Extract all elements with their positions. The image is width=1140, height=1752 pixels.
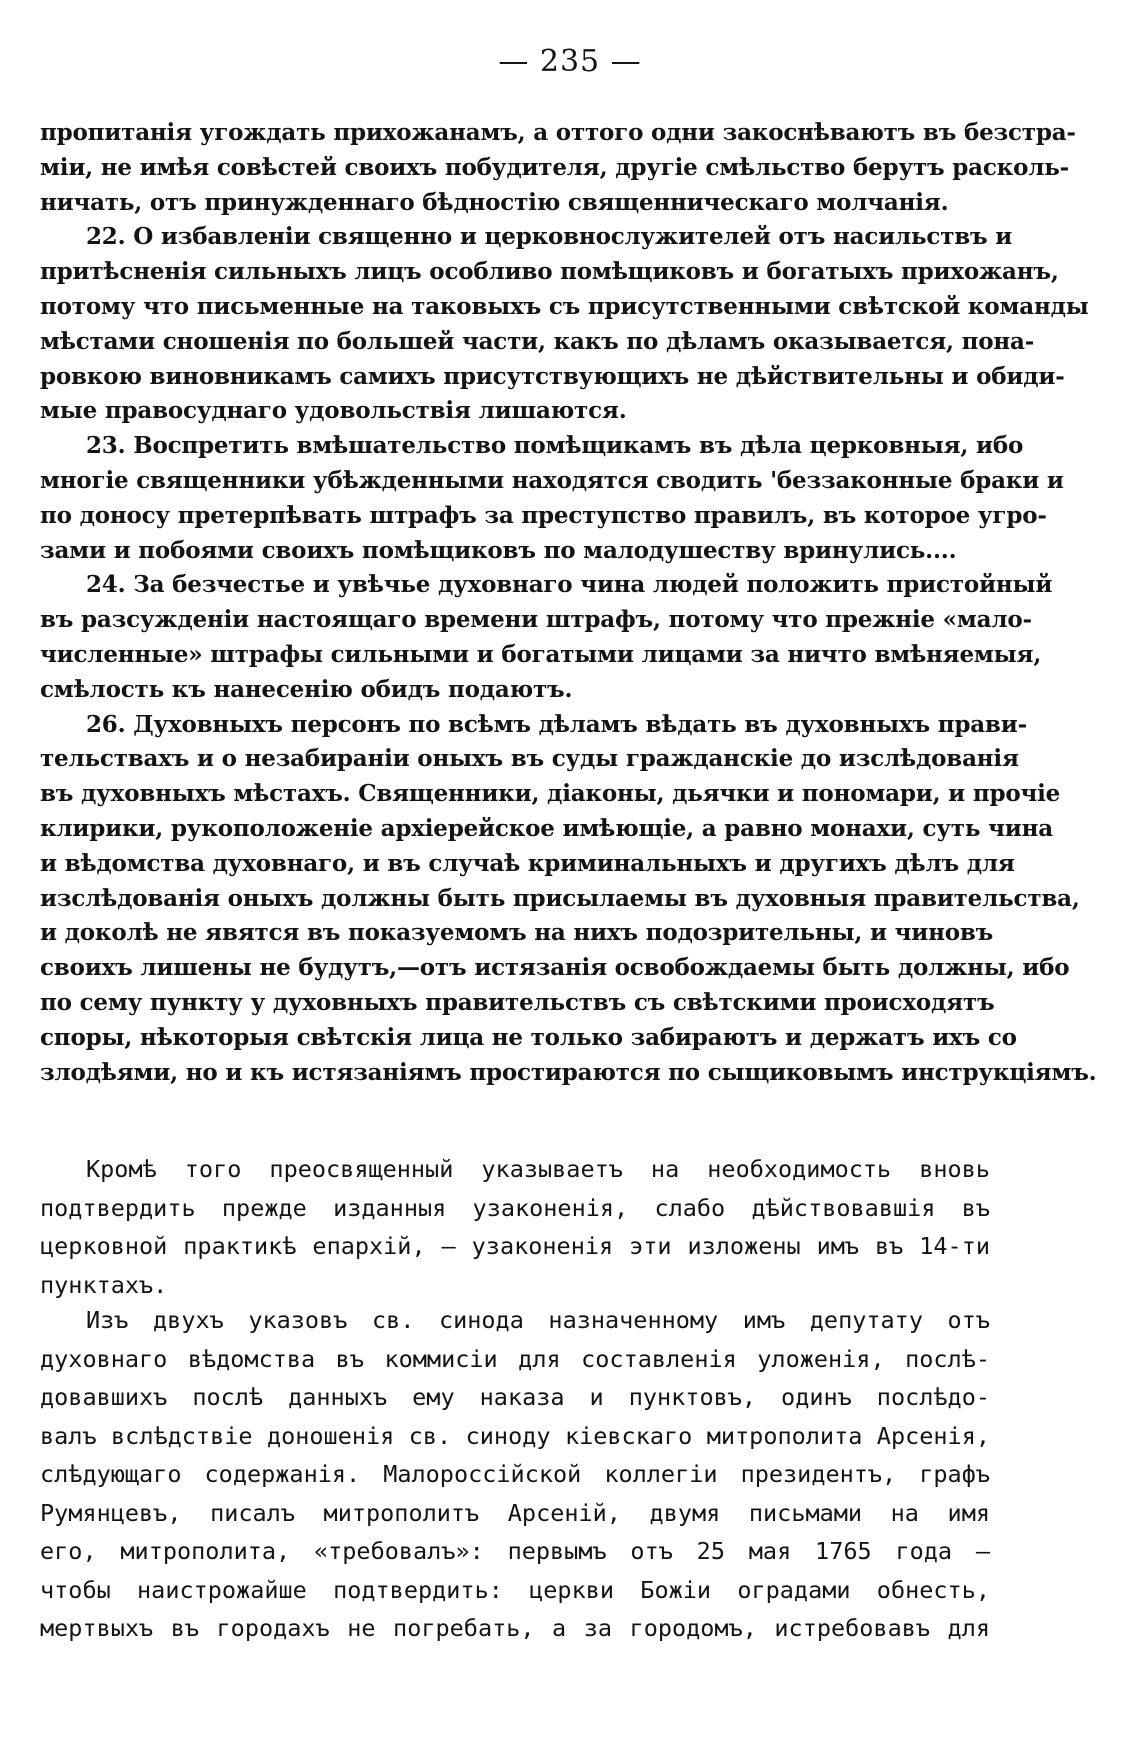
text-line: слѣдующаго содержанія. Малороссійской коллегіи президентъ, графъ	[40, 1460, 990, 1488]
text-line: и вѣдомства духовнаго, и въ случаѣ криминальныхъ и другихъ дѣлъ для	[40, 849, 1015, 877]
text-line: 24. За безчестье и увѣчье духовнаго чина людей положить пристойный	[86, 571, 1053, 599]
text-line: притѣсненія сильныхъ лицъ особливо помѣщиковъ и богатыхъ прихожанъ,	[40, 258, 1059, 286]
text-line: духовнаго вѣдомства въ коммисіи для составленія уложенія, послѣ-	[40, 1344, 990, 1373]
paragraph-kromye-togo	[40, 1150, 990, 1304]
text-line: мые правосуднаго удовольствія лишаются.	[40, 397, 627, 425]
text-line: потому что письменные на таковыхъ съ присутственными свѣтской команды	[40, 292, 1089, 320]
text-line: Румянцевъ, писалъ митрополитъ Арсеній, двумя письмами на имя	[40, 1498, 990, 1527]
text-line: и доколѣ не явятся въ показуемомъ на нихъ подозрительны, и чиновъ	[40, 919, 994, 947]
text-line: злодѣями, но и къ истязаніямъ простираются по сыщиковымъ инструкціямъ.	[40, 1058, 1097, 1086]
text-line: довавшихъ послѣ данныхъ ему наказа и пунктовъ, одинъ послѣдо-	[40, 1383, 990, 1411]
text-line: ровкою виновникамъ самихъ присутствующихъ не дѣйствительны и обиди-	[40, 362, 1065, 390]
text-line: 23. Воспретить вмѣшательство помѣщикамъ въ дѣла церковныя, ибо	[86, 432, 1024, 460]
text-line: численные» штрафы сильными и богатыми лицами за ничто вмѣняемыя,	[40, 640, 1042, 668]
text-line: пропитанія угождать прихожанамъ, а оттого одни закоснѣваютъ въ безстра-	[40, 119, 1076, 146]
text-line: клирики, рукоположеніе архіерейское имѣющіе, а равно монахи, суть чина	[40, 814, 1053, 842]
text-line: ничать, отъ принужденнаго бѣдностію священническаго молчанія.	[40, 188, 949, 216]
text-line: по доносу претерпѣвать штрафъ за преступство правилъ, въ которое угро-	[40, 501, 1047, 529]
text-line: многіе священники убѣжденными находятся сводить 'беззаконные браки и	[40, 466, 1064, 494]
text-line: своихъ лишены не будутъ,—отъ истязанія освобождаемы быть должны, ибо	[40, 954, 1070, 982]
text-line: изслѣдованія оныхъ должны быть присылаемы въ духовныя правительства,	[40, 884, 1080, 912]
text-line: въ разсужденіи настоящаго времени штрафъ, потому что прежніе «мало-	[40, 606, 1032, 634]
text-line: Кромѣ того преосвященный указываетъ на необходимость вновь	[86, 1155, 990, 1183]
text-line: 26. Духовныхъ персонъ по всѣмъ дѣламъ вѣдать въ духовныхъ прави-	[86, 710, 1027, 738]
text-line: чтобы наистрожайше подтвердить: церкви Божіи оградами обнесть,	[40, 1575, 990, 1604]
text-line: споры, нѣкоторыя свѣтскія лица не только забираютъ и держатъ ихъ со	[40, 1023, 1017, 1051]
page-number: — 235 —	[498, 44, 642, 79]
text-line: валъ вслѣдствіе доношенія св. синоду кіевскаго митрополита Арсенія,	[40, 1421, 990, 1450]
text-line: пунктахъ.	[40, 1270, 168, 1299]
text-line: по сему пункту у духовныхъ правительствъ съ свѣтскими происходятъ	[40, 988, 995, 1016]
text-line: мертвыхъ въ городахъ не погребать, а за городомъ, истребовавъ для	[40, 1614, 990, 1642]
text-line: смѣлость къ нанесенію обидъ подаютъ.	[40, 675, 573, 703]
text-line: Изъ двухъ указовъ св. синода назначенному имъ депутату отъ	[86, 1306, 990, 1334]
text-line: міи, не имѣя совѣстей своихъ побудителя, другіе смѣльство берутъ расколь-	[40, 153, 1069, 181]
paragraph-iz-dvukh-ukazov	[40, 1301, 990, 1648]
text-line: подтвердить прежде изданныя узаконенія, слабо дѣйствовавшія въ	[40, 1193, 990, 1222]
text-line: мѣстами сношенія по большей части, какъ по дѣламъ оказывается, пона-	[40, 327, 1035, 355]
text-line: 22. О избавленіи священно и церковнослужителей отъ насильствъ и	[86, 223, 1013, 251]
text-line: тельствахъ и о незабираніи оныхъ въ суды гражданскіе до изслѣдованія	[40, 745, 1019, 773]
text-line: въ духовныхъ мѣстахъ. Священники, діаконы, дьячки и пономари, и прочіе	[40, 780, 1061, 808]
text-line: церковной практикѣ епархій, – узаконенія эти изложены имъ въ 14-ти	[40, 1232, 990, 1260]
text-line: зами и побоями своихъ помѣщиковъ по малодушеству вринулись....	[40, 536, 957, 564]
numbered-points-section	[40, 116, 1097, 1090]
text-line: его, митрополита, «требовалъ»: первымъ отъ 25 мая 1765 года —	[40, 1537, 990, 1565]
